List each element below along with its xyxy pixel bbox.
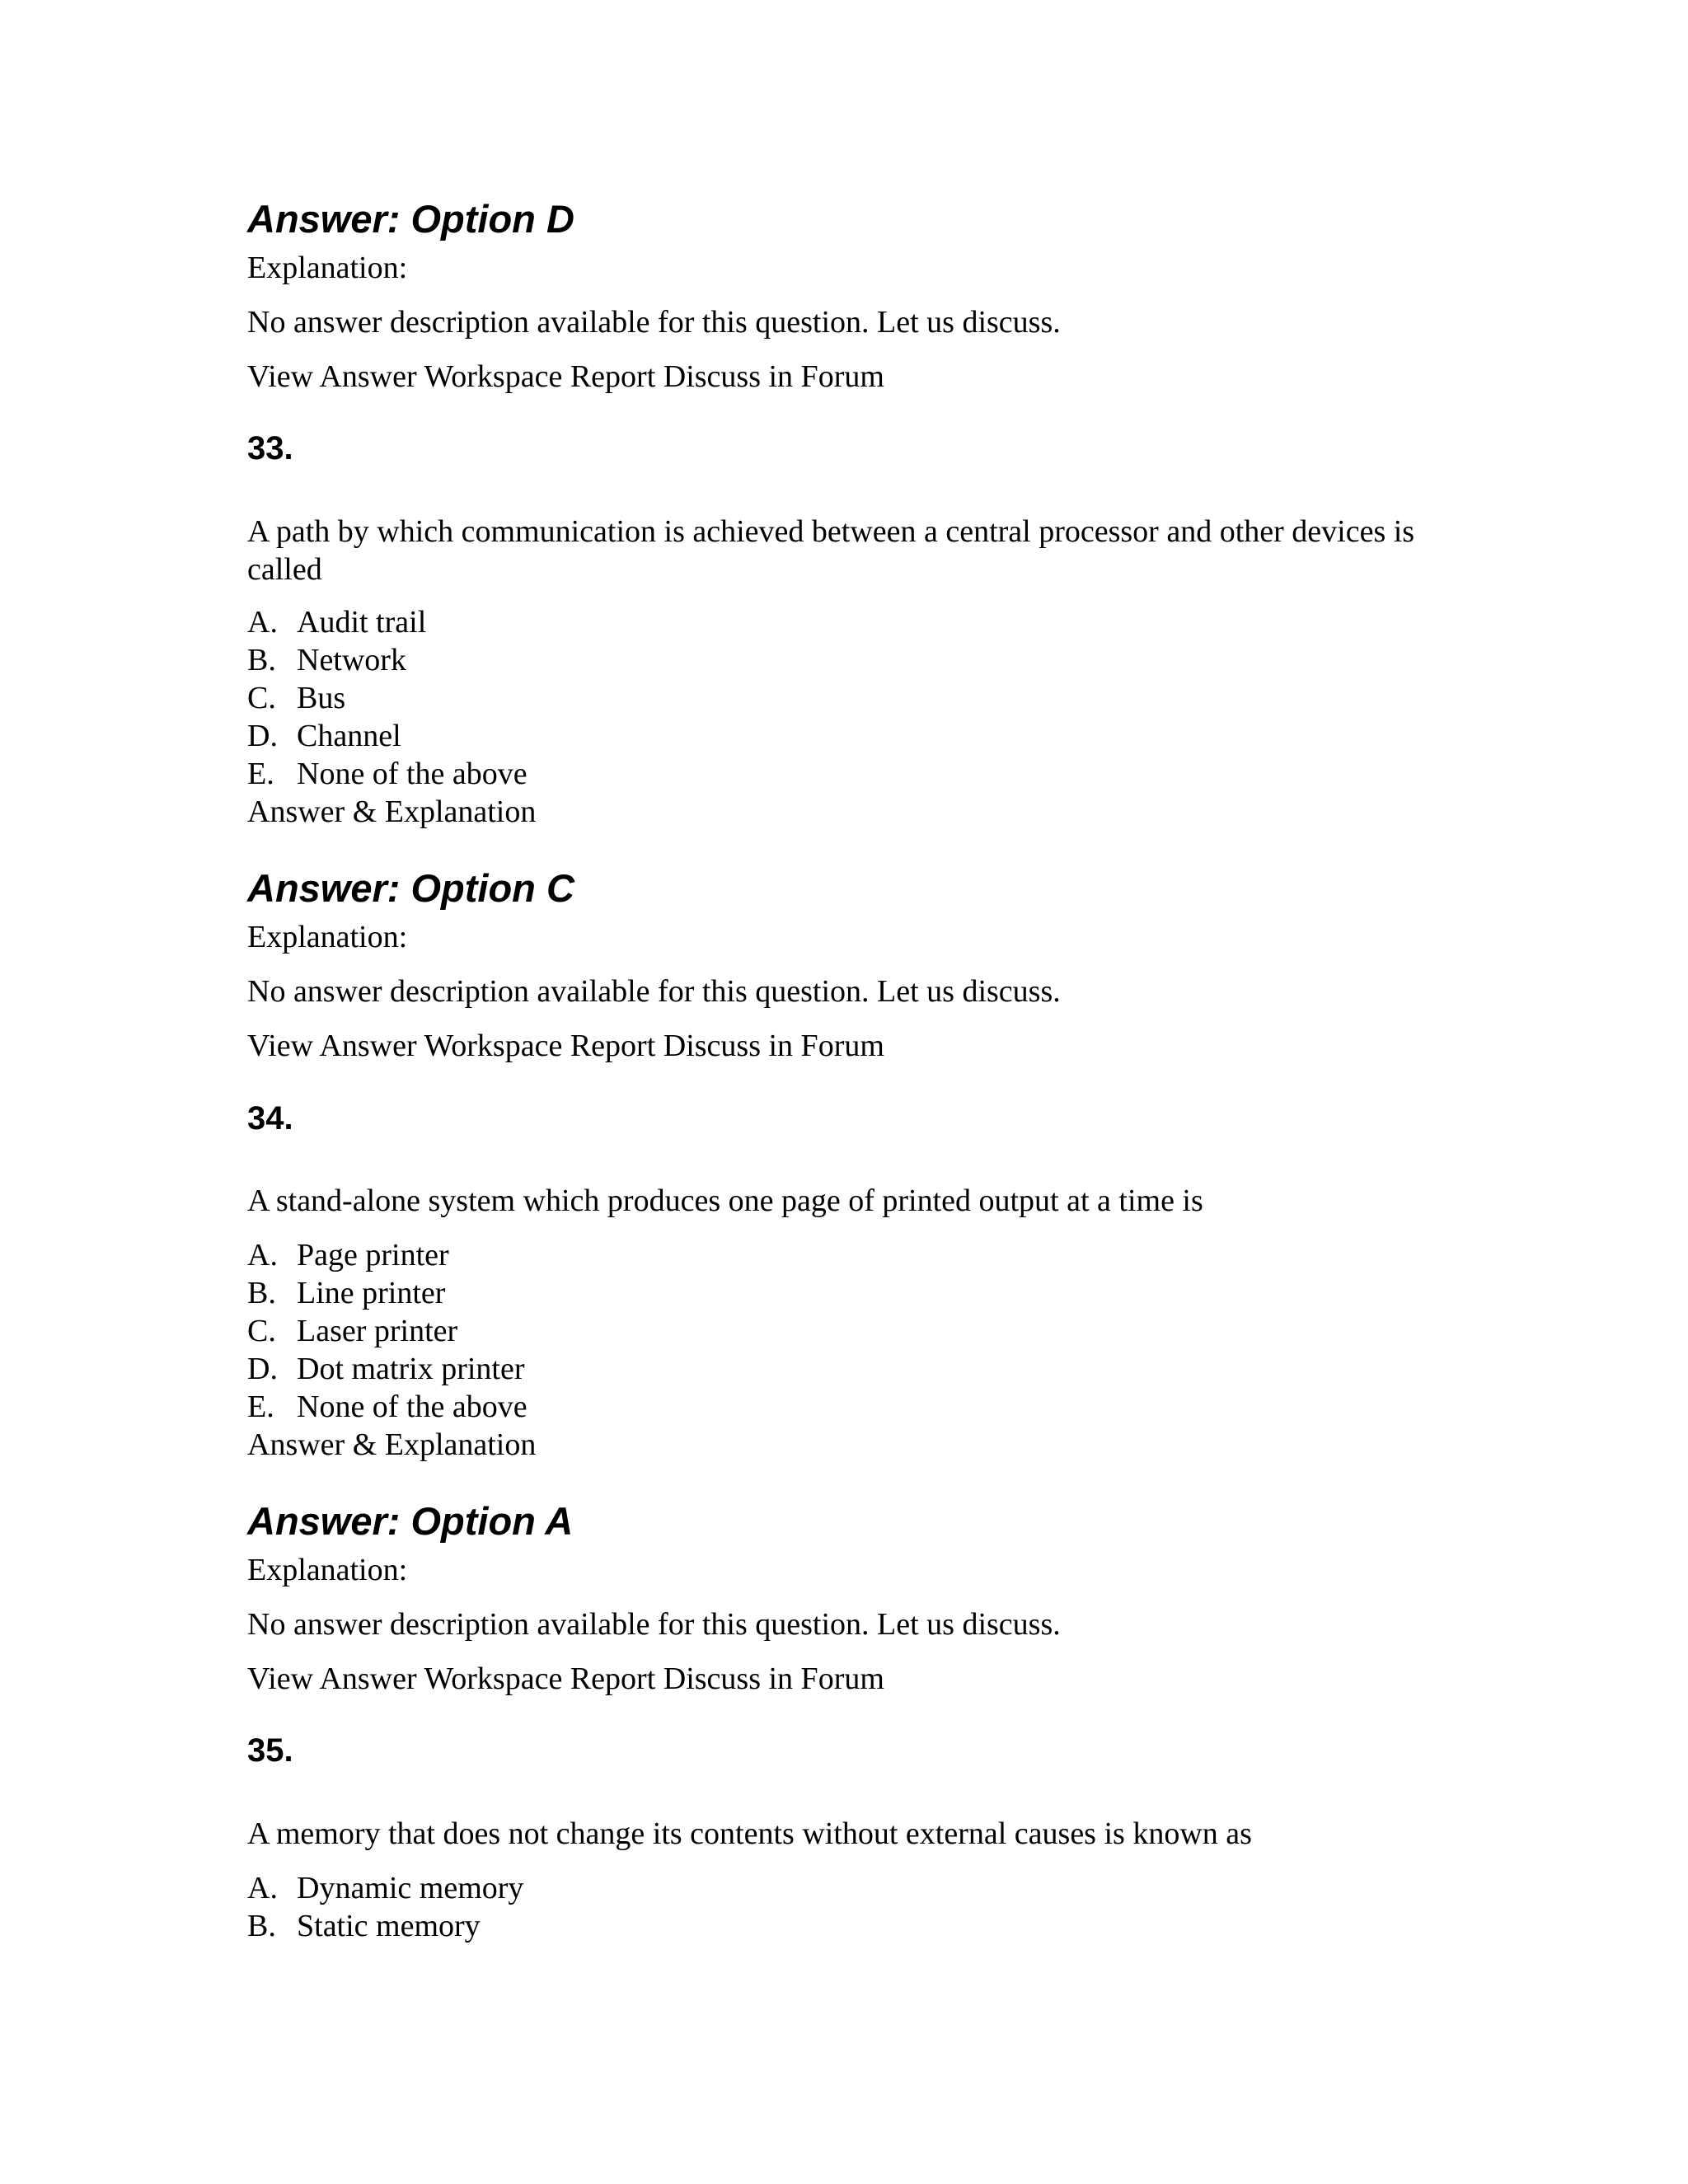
answer-explanation-link[interactable]: Answer & Explanation — [247, 794, 537, 829]
discuss-in-forum-link[interactable]: Discuss in Forum — [663, 1029, 884, 1063]
explanation-label: Explanation: — [247, 251, 408, 285]
workspace-link[interactable]: Workspace — [424, 1029, 563, 1063]
explanation-text: No answer description available for this question. Let us discuss. — [247, 305, 1061, 340]
question-links — [247, 358, 884, 396]
option-text: None of the above — [297, 1390, 528, 1424]
workspace-link[interactable]: Workspace — [424, 1661, 563, 1696]
answer-heading: Answer: Option D — [247, 197, 574, 241]
option-text: Static memory — [297, 1909, 481, 1943]
option-item — [247, 603, 426, 641]
option-item — [247, 1236, 449, 1274]
option-letter: E. — [247, 757, 274, 791]
view-answer-link[interactable]: View Answer — [247, 1029, 417, 1063]
discuss-in-forum-link[interactable]: Discuss in Forum — [663, 359, 884, 394]
explanation-label: Explanation: — [247, 920, 408, 954]
option-letter: C. — [247, 1314, 276, 1348]
explanation-text: No answer description available for this question. Let us discuss. — [247, 974, 1061, 1009]
option-text: Line printer — [297, 1276, 446, 1310]
option-letter: C. — [247, 681, 276, 715]
option-text: Dynamic memory — [297, 1871, 524, 1905]
question-number: 34. — [247, 1100, 293, 1137]
option-item — [247, 641, 406, 679]
question-number: 35. — [247, 1732, 293, 1769]
option-item — [247, 717, 401, 755]
option-item — [247, 1274, 445, 1312]
option-text: Network — [297, 643, 406, 677]
view-answer-link[interactable]: View Answer — [247, 359, 417, 394]
option-letter: B. — [247, 643, 276, 677]
question-links — [247, 1660, 884, 1698]
discuss-in-forum-link[interactable]: Discuss in Forum — [663, 1661, 884, 1696]
question-text: A stand-alone system which produces one page of printed output at a time is — [247, 1183, 1203, 1218]
option-letter: D. — [247, 1352, 278, 1386]
workspace-link[interactable]: Workspace — [424, 359, 563, 394]
option-letter: E. — [247, 1390, 274, 1424]
question-number: 33. — [247, 430, 293, 466]
question-text: A path by which communication is achieved between a central processor and other devices is called — [247, 514, 1415, 587]
option-item — [247, 1312, 457, 1350]
report-link[interactable]: Report — [570, 359, 656, 394]
option-text: Bus — [297, 681, 346, 715]
answer-explanation-link[interactable]: Answer & Explanation — [247, 1427, 537, 1462]
option-text: Page printer — [297, 1238, 449, 1272]
option-text: Dot matrix printer — [297, 1352, 525, 1386]
explanation-text: No answer description available for this question. Let us discuss. — [247, 1607, 1061, 1642]
option-letter: A. — [247, 1238, 278, 1272]
report-link[interactable]: Report — [570, 1029, 656, 1063]
answer-heading: Answer: Option C — [247, 866, 574, 910]
option-text: Audit trail — [297, 605, 427, 640]
option-item — [247, 755, 528, 793]
explanation-label: Explanation: — [247, 1553, 408, 1587]
option-letter: B. — [247, 1909, 276, 1943]
option-item — [247, 679, 345, 717]
option-letter: A. — [247, 1871, 278, 1905]
option-letter: A. — [247, 605, 278, 640]
option-item — [247, 1350, 524, 1388]
option-letter: D. — [247, 719, 278, 753]
view-answer-link[interactable]: View Answer — [247, 1661, 417, 1696]
option-item — [247, 1907, 481, 1945]
option-text: None of the above — [297, 757, 528, 791]
question-text: A memory that does not change its contents without external causes is known as — [247, 1816, 1252, 1851]
answer-heading: Answer: Option A — [247, 1499, 574, 1543]
option-text: Channel — [297, 719, 401, 753]
report-link[interactable]: Report — [570, 1661, 656, 1696]
option-item — [247, 1388, 528, 1426]
option-letter: B. — [247, 1276, 276, 1310]
option-item — [247, 1869, 523, 1907]
option-text: Laser printer — [297, 1314, 458, 1348]
question-links — [247, 1027, 884, 1065]
